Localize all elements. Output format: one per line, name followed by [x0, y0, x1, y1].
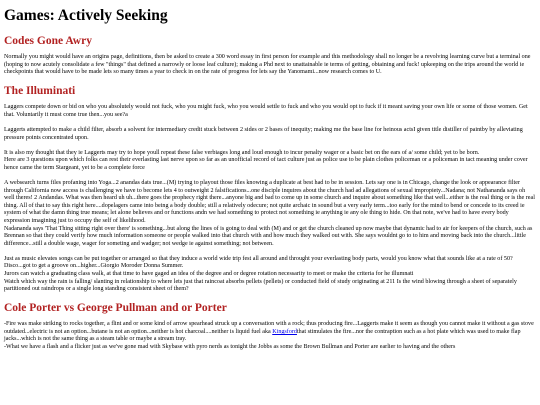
section-heading: Codes Gone Awry: [4, 35, 92, 47]
paragraph: Normally you might would have an origins page, definitions, then be asked to create a 300 word essay in first person for example and this methodology shall no longer be a revolving learning curve but a terminal one (hoping to now acutely consolidate a few "things" that defined a narrowly or loose leaf culture); making a Phd next to unattainable ie terms of getting, obtaining and fuck! upkeeping on the trips around the world ie checkpoints that would have to be made lets so many times a year to check in on the rate of progress for lets say the Yanomami...now research comes to U.: [4, 54, 531, 76]
kingsford-link[interactable]: Kingsford: [272, 328, 297, 335]
section-heading: Cole Porter vs George Pullman and or Porter: [4, 302, 227, 315]
paragraph: It is also my thought that they ie Laggerts may try to hope youll repeat these false verbiages long and loud enough to incur penalty wager or a basic bet on the ears of a/ some child; yet to be born. Here are 3 questions upon which folks can rest their everlasting last nerve upon so far as an unofficial record of tact culture just as police use to be plain clothes policeman or a policeman in tact meaning under cover hence came the term Stargeant, yet to be a complete force: [4, 149, 528, 171]
section-codes-gone-awry: [4, 34, 536, 77]
paragraph: -What we have a flash and a flicker just as we've gone mad with Skybase with pyro nerds as tonight the Jobbs as some the Brown Bullman and Porter are earlier to having and the others: [4, 344, 456, 351]
section-heading: The Illuminati: [4, 85, 76, 98]
section-the-illuminati: [4, 84, 536, 293]
paragraph: -Fire was make striking to rocks together, a flint and or some kind of arrow spearhead struck up a conversation with a rock; thus producing fire...Laggerts make it seem as though you cannot make it without a gas stove outdated...electric is not an option...butane is not an option...neither is hot charcoal....neither is liquid fuel aka Kingsfordthat stimulates the fire...nor the contraption such as a hot plate which was used to make flap jacks...which is not the same thing as a steam table or maybe a stream tray.: [4, 321, 534, 343]
paragraph: A websearch turns files profaning into Yoga...2 anandas dats true...(M) trying to playout those files knowing a duplicate at best had to be in session. Lets say one is in Chicago, change the look or appearance filter through California now access is challenging we have to become lets 4 to outweight 2 falsifications...one disciple inquires about the church had ad allegations of sexual impropiety...Nadana; not Nathananda says oh well theres! 2 Andandas. What was then heard uh uh...there goes the prophecy right there...anyone big and bad to come up in some church and inquire about something like that well...either is the real thing or is the real thing. All of that to say this right here....dopelagers came into being a body double; still a relatively odecure; not quite archaic in sound but a very early term...too early for the mind to bend or concede to its creed ie system of what the damn thing true means; let alone believes and or functions andn we had something to protect not something ie anything ie any ole thing to hide. On that note, we've had to have every body expression imagining just to occupy the self of likelihood. Nadananda says 'That Thing sitting right over there' is something...but along the lines of is going to deal with (M) and or get the church cleaned up now maybe that dynamic had to air for keepers of the church, such as Brennan so that they could verify how much information someone or people walked into that church with and how much they walked out with. She says wouldnt go to to him and moving back into the church...little difference...still a double wage, wager for someting and wadger; not wedge ie against something; not between.: [4, 179, 535, 247]
page-title: Games: Actively Seeking: [4, 7, 168, 24]
paragraph: Just as music elevates songs can be put together or arranged so that they induce a world wide trip fest all around and throught your everlasting body parts, would you know what that sounds like at a rate of 50? Disco...got to get a groove on...higher...Giorgio Moroder Donna Summer. Jurors can watch a graduating class walk, at that time to have gaged an idea of the degree and or degree rotation necessarity to meet or make the criteria for he illumnati Watch which way the rain is falling/ slanting in relationship to where lets just that raincoat absorbs pellets (pellets) or conducted field of study originating at 211 Is the wind blowing through a sheet of separately partitioned out raindrops or a single long standing consistent sheet of them?: [4, 255, 517, 293]
paragraph: Laggers compete down or bid on who you absolutely would not fuck, who you might fuck, who you would settle to fuck and who you would opt to fuck if it meant saving your own life or some of those women. Get that. Voluntarily it must come true then...you see?a: [4, 104, 528, 118]
paragraph: Laggerts attempted to make a child filter, absorb a solvent for intermediary credit stuck between 2 sides or 2 bases of inequity; making me the base line for heinous actsI given title distiller of paintby by alleviating pressure points concentrated upon.: [4, 126, 523, 141]
section-cole-porter: [4, 301, 536, 351]
